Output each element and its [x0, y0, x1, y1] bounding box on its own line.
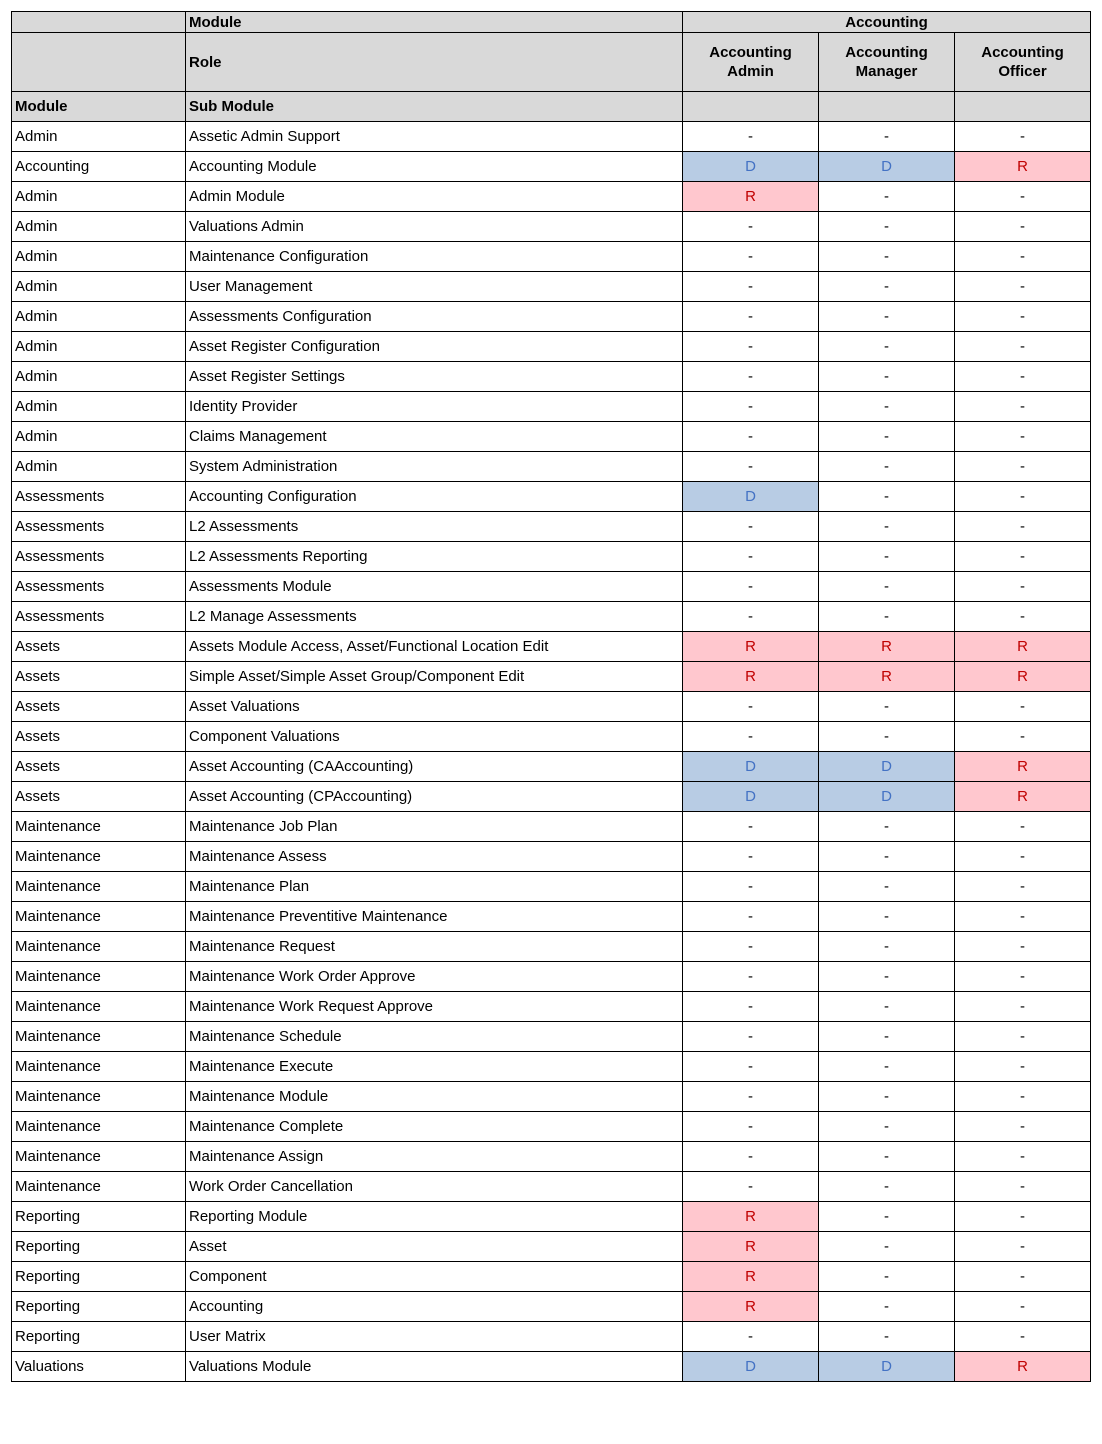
- sub-module-cell: Maintenance Schedule: [186, 1022, 683, 1052]
- role-line2: Manager: [855, 63, 918, 80]
- permission-cell-accounting-officer: -: [955, 722, 1091, 752]
- role-line1: Accounting: [709, 44, 792, 61]
- permission-cell-accounting-officer: -: [955, 1082, 1091, 1112]
- permission-cell-accounting-admin: -: [683, 902, 819, 932]
- table-row: [12, 1202, 1091, 1232]
- permission-cell-accounting-manager: R: [819, 662, 955, 692]
- permission-cell-accounting-admin: -: [683, 602, 819, 632]
- module-cell: Maintenance: [12, 812, 186, 842]
- module-cell: Reporting: [12, 1292, 186, 1322]
- module-cell: Admin: [12, 182, 186, 212]
- permission-cell-accounting-officer: -: [955, 1142, 1091, 1172]
- permission-cell-accounting-officer: -: [955, 332, 1091, 362]
- sub-module-cell: User Matrix: [186, 1322, 683, 1352]
- sub-module-cell: Valuations Module: [186, 1352, 683, 1382]
- permission-cell-accounting-admin: -: [683, 992, 819, 1022]
- table-row: [12, 452, 1091, 482]
- table-row: [12, 242, 1091, 272]
- permission-cell-accounting-admin: D: [683, 482, 819, 512]
- table-row: [12, 842, 1091, 872]
- header-blank-cell: [12, 12, 186, 33]
- permission-cell-accounting-officer: -: [955, 572, 1091, 602]
- sub-module-cell: Simple Asset/Simple Asset Group/Component Edit: [186, 662, 683, 692]
- module-cell: Admin: [12, 392, 186, 422]
- permission-cell-accounting-officer: -: [955, 212, 1091, 242]
- table-row: [12, 1172, 1091, 1202]
- permission-cell-accounting-manager: -: [819, 962, 955, 992]
- permission-cell-accounting-admin: -: [683, 212, 819, 242]
- permission-cell-accounting-admin: -: [683, 122, 819, 152]
- permission-cell-accounting-officer: -: [955, 122, 1091, 152]
- permission-cell-accounting-admin: -: [683, 842, 819, 872]
- sub-module-cell: Valuations Admin: [186, 212, 683, 242]
- module-cell: Admin: [12, 212, 186, 242]
- permission-cell-accounting-officer: -: [955, 1112, 1091, 1142]
- permission-cell-accounting-manager: -: [819, 1322, 955, 1352]
- module-cell: Assessments: [12, 572, 186, 602]
- permission-cell-accounting-manager: -: [819, 1292, 955, 1322]
- permission-cell-accounting-admin: -: [683, 722, 819, 752]
- sub-module-cell: L2 Assessments Reporting: [186, 542, 683, 572]
- permission-cell-accounting-manager: -: [819, 692, 955, 722]
- table-row: [12, 632, 1091, 662]
- module-cell: Maintenance: [12, 1052, 186, 1082]
- sub-module-cell: Component Valuations: [186, 722, 683, 752]
- permission-cell-accounting-officer: -: [955, 902, 1091, 932]
- sub-module-cell: Asset: [186, 1232, 683, 1262]
- permission-cell-accounting-officer: -: [955, 362, 1091, 392]
- permission-cell-accounting-officer: R: [955, 1352, 1091, 1382]
- role-line1: Accounting: [981, 44, 1064, 61]
- module-cell: Valuations: [12, 1352, 186, 1382]
- permission-cell-accounting-admin: -: [683, 812, 819, 842]
- module-cell: Reporting: [12, 1202, 186, 1232]
- sub-module-cell: Accounting Module: [186, 152, 683, 182]
- permission-cell-accounting-officer: -: [955, 482, 1091, 512]
- table-row: [12, 302, 1091, 332]
- permission-cell-accounting-officer: -: [955, 1202, 1091, 1232]
- permission-cell-accounting-admin: -: [683, 332, 819, 362]
- permission-cell-accounting-manager: -: [819, 902, 955, 932]
- permission-cell-accounting-manager: -: [819, 1112, 955, 1142]
- module-cell: Admin: [12, 422, 186, 452]
- module-cell: Maintenance: [12, 872, 186, 902]
- module-cell: Maintenance: [12, 1082, 186, 1112]
- sub-module-cell: Assetic Admin Support: [186, 122, 683, 152]
- sub-module-cell: Maintenance Module: [186, 1082, 683, 1112]
- permission-cell-accounting-manager: -: [819, 1082, 955, 1112]
- sub-module-cell: Maintenance Assess: [186, 842, 683, 872]
- table-row: [12, 722, 1091, 752]
- permission-cell-accounting-officer: -: [955, 512, 1091, 542]
- module-cell: Maintenance: [12, 992, 186, 1022]
- sub-module-cell: Maintenance Configuration: [186, 242, 683, 272]
- permission-cell-accounting-officer: -: [955, 542, 1091, 572]
- permission-cell-accounting-officer: -: [955, 1052, 1091, 1082]
- header-row-module: [12, 12, 1091, 33]
- permission-cell-accounting-manager: -: [819, 932, 955, 962]
- permission-cell-accounting-officer: -: [955, 1292, 1091, 1322]
- permission-cell-accounting-manager: -: [819, 1052, 955, 1082]
- sub-module-cell: Maintenance Work Request Approve: [186, 992, 683, 1022]
- permission-cell-accounting-admin: D: [683, 752, 819, 782]
- module-cell: Maintenance: [12, 1022, 186, 1052]
- permission-cell-accounting-manager: -: [819, 812, 955, 842]
- permission-cell-accounting-manager: -: [819, 422, 955, 452]
- sub-module-cell: Accounting Configuration: [186, 482, 683, 512]
- permission-cell-accounting-manager: -: [819, 122, 955, 152]
- module-cell: Maintenance: [12, 1172, 186, 1202]
- permission-cell-accounting-manager: -: [819, 542, 955, 572]
- permission-cell-accounting-manager: D: [819, 752, 955, 782]
- permission-cell-accounting-admin: D: [683, 782, 819, 812]
- permission-cell-accounting-admin: -: [683, 1172, 819, 1202]
- permission-cell-accounting-officer: R: [955, 632, 1091, 662]
- table-row: [12, 152, 1091, 182]
- header-role-label: Role: [186, 33, 683, 92]
- module-cell: Accounting: [12, 152, 186, 182]
- permission-cell-accounting-officer: -: [955, 1232, 1091, 1262]
- permission-cell-accounting-admin: -: [683, 392, 819, 422]
- module-cell: Assets: [12, 632, 186, 662]
- table-row: [12, 392, 1091, 422]
- column-header-blank: [683, 92, 819, 122]
- sub-module-cell: Assessments Configuration: [186, 302, 683, 332]
- permission-cell-accounting-officer: -: [955, 1172, 1091, 1202]
- permission-cell-accounting-admin: D: [683, 1352, 819, 1382]
- column-header-blank: [955, 92, 1091, 122]
- table-row: [12, 272, 1091, 302]
- sub-module-cell: Maintenance Preventitive Maintenance: [186, 902, 683, 932]
- table-row: [12, 962, 1091, 992]
- table-row: [12, 1322, 1091, 1352]
- module-cell: Admin: [12, 302, 186, 332]
- permission-cell-accounting-officer: -: [955, 1022, 1091, 1052]
- sub-module-cell: Maintenance Plan: [186, 872, 683, 902]
- permission-cell-accounting-officer: -: [955, 452, 1091, 482]
- permission-cell-accounting-admin: -: [683, 1112, 819, 1142]
- permission-matrix-table: [11, 11, 1091, 1382]
- permission-cell-accounting-admin: -: [683, 962, 819, 992]
- permission-cell-accounting-admin: -: [683, 572, 819, 602]
- permission-cell-accounting-manager: -: [819, 722, 955, 752]
- sub-module-cell: User Management: [186, 272, 683, 302]
- table-row: [12, 572, 1091, 602]
- sub-module-cell: Work Order Cancellation: [186, 1172, 683, 1202]
- table-row: [12, 332, 1091, 362]
- sub-module-cell: Asset Register Settings: [186, 362, 683, 392]
- permission-cell-accounting-officer: R: [955, 152, 1091, 182]
- sub-module-cell: Reporting Module: [186, 1202, 683, 1232]
- permission-cell-accounting-manager: -: [819, 872, 955, 902]
- sub-module-cell: Admin Module: [186, 182, 683, 212]
- module-cell: Maintenance: [12, 1142, 186, 1172]
- permission-cell-accounting-officer: -: [955, 302, 1091, 332]
- permission-cell-accounting-manager: -: [819, 212, 955, 242]
- permission-cell-accounting-officer: -: [955, 812, 1091, 842]
- permission-cell-accounting-officer: -: [955, 1322, 1091, 1352]
- table-row: [12, 932, 1091, 962]
- permission-cell-accounting-admin: R: [683, 1292, 819, 1322]
- table-row: [12, 512, 1091, 542]
- permission-cell-accounting-manager: -: [819, 362, 955, 392]
- module-cell: Assessments: [12, 602, 186, 632]
- module-cell: Assets: [12, 722, 186, 752]
- module-cell: Admin: [12, 452, 186, 482]
- header-role-accounting-officer: [955, 33, 1091, 92]
- permission-cell-accounting-admin: R: [683, 632, 819, 662]
- permission-cell-accounting-officer: -: [955, 692, 1091, 722]
- permission-cell-accounting-manager: -: [819, 992, 955, 1022]
- permission-cell-accounting-manager: -: [819, 572, 955, 602]
- sub-module-cell: L2 Manage Assessments: [186, 602, 683, 632]
- permission-cell-accounting-admin: -: [683, 302, 819, 332]
- sub-module-cell: System Administration: [186, 452, 683, 482]
- permission-cell-accounting-admin: R: [683, 182, 819, 212]
- table-row: [12, 602, 1091, 632]
- sub-module-cell: Maintenance Assign: [186, 1142, 683, 1172]
- permission-cell-accounting-officer: -: [955, 182, 1091, 212]
- permission-cell-accounting-admin: -: [683, 542, 819, 572]
- permission-cell-accounting-manager: -: [819, 182, 955, 212]
- permission-cell-accounting-officer: R: [955, 752, 1091, 782]
- table-row: [12, 1292, 1091, 1322]
- permission-cell-accounting-officer: -: [955, 242, 1091, 272]
- permission-cell-accounting-manager: D: [819, 782, 955, 812]
- permission-cell-accounting-manager: -: [819, 842, 955, 872]
- sub-module-cell: Maintenance Work Order Approve: [186, 962, 683, 992]
- permission-cell-accounting-officer: -: [955, 422, 1091, 452]
- permission-cell-accounting-officer: -: [955, 932, 1091, 962]
- permission-cell-accounting-admin: -: [683, 452, 819, 482]
- sub-module-cell: Accounting: [186, 1292, 683, 1322]
- sub-module-cell: Asset Accounting (CPAccounting): [186, 782, 683, 812]
- permission-cell-accounting-admin: -: [683, 1142, 819, 1172]
- header-role-accounting-manager: [819, 33, 955, 92]
- permission-cell-accounting-admin: -: [683, 1052, 819, 1082]
- sub-module-cell: Asset Accounting (CAAccounting): [186, 752, 683, 782]
- module-cell: Maintenance: [12, 932, 186, 962]
- permission-cell-accounting-officer: R: [955, 782, 1091, 812]
- permission-cell-accounting-manager: -: [819, 512, 955, 542]
- module-cell: Maintenance: [12, 842, 186, 872]
- permission-cell-accounting-officer: -: [955, 992, 1091, 1022]
- module-cell: Maintenance: [12, 902, 186, 932]
- permission-cell-accounting-admin: -: [683, 932, 819, 962]
- table-row: [12, 1112, 1091, 1142]
- table-row: [12, 422, 1091, 452]
- permission-cell-accounting-manager: R: [819, 632, 955, 662]
- table-row: [12, 1352, 1091, 1382]
- header-row-columns: [12, 92, 1091, 122]
- table-row: [12, 182, 1091, 212]
- table-row: [12, 1052, 1091, 1082]
- role-line2: Admin: [727, 63, 774, 80]
- module-cell: Admin: [12, 272, 186, 302]
- sub-module-cell: Identity Provider: [186, 392, 683, 422]
- permission-cell-accounting-officer: -: [955, 872, 1091, 902]
- permission-cell-accounting-officer: -: [955, 392, 1091, 422]
- table-row: [12, 1262, 1091, 1292]
- module-cell: Assets: [12, 752, 186, 782]
- permission-cell-accounting-manager: -: [819, 1262, 955, 1292]
- permission-cell-accounting-admin: R: [683, 662, 819, 692]
- module-cell: Assets: [12, 692, 186, 722]
- permission-cell-accounting-manager: D: [819, 152, 955, 182]
- permission-cell-accounting-admin: -: [683, 1082, 819, 1112]
- permission-cell-accounting-admin: -: [683, 1022, 819, 1052]
- table-row: [12, 122, 1091, 152]
- table-row: [12, 1232, 1091, 1262]
- permission-cell-accounting-manager: -: [819, 1202, 955, 1232]
- column-header-sub-module: Sub Module: [186, 92, 683, 122]
- permission-cell-accounting-admin: -: [683, 242, 819, 272]
- permission-cell-accounting-admin: -: [683, 422, 819, 452]
- permission-cell-accounting-officer: R: [955, 662, 1091, 692]
- module-cell: Assessments: [12, 542, 186, 572]
- column-header-blank: [819, 92, 955, 122]
- table-row: [12, 1022, 1091, 1052]
- permission-cell-accounting-manager: -: [819, 272, 955, 302]
- role-line1: Accounting: [845, 44, 928, 61]
- module-cell: Assets: [12, 662, 186, 692]
- permission-cell-accounting-manager: -: [819, 1172, 955, 1202]
- permission-cell-accounting-manager: -: [819, 1142, 955, 1172]
- permission-cell-accounting-manager: -: [819, 1232, 955, 1262]
- table-row: [12, 1082, 1091, 1112]
- permission-cell-accounting-manager: -: [819, 302, 955, 332]
- module-cell: Reporting: [12, 1262, 186, 1292]
- sub-module-cell: Assessments Module: [186, 572, 683, 602]
- table-row: [12, 782, 1091, 812]
- header-role-accounting-admin: [683, 33, 819, 92]
- permission-cell-accounting-admin: -: [683, 512, 819, 542]
- table-row: [12, 542, 1091, 572]
- permission-cell-accounting-admin: R: [683, 1202, 819, 1232]
- permission-cell-accounting-manager: -: [819, 482, 955, 512]
- permission-cell-accounting-admin: -: [683, 1322, 819, 1352]
- permission-cell-accounting-admin: D: [683, 152, 819, 182]
- sub-module-cell: Assets Module Access, Asset/Functional Location Edit: [186, 632, 683, 662]
- table-row: [12, 692, 1091, 722]
- permission-cell-accounting-manager: -: [819, 602, 955, 632]
- permission-cell-accounting-officer: -: [955, 602, 1091, 632]
- sub-module-cell: Maintenance Job Plan: [186, 812, 683, 842]
- module-cell: Assessments: [12, 512, 186, 542]
- table-row: [12, 662, 1091, 692]
- table-row: [12, 752, 1091, 782]
- module-cell: Assessments: [12, 482, 186, 512]
- permission-cell-accounting-admin: -: [683, 272, 819, 302]
- table-row: [12, 212, 1091, 242]
- permission-cell-accounting-officer: -: [955, 962, 1091, 992]
- sub-module-cell: Maintenance Request: [186, 932, 683, 962]
- module-cell: Admin: [12, 332, 186, 362]
- permission-cell-accounting-manager: D: [819, 1352, 955, 1382]
- module-cell: Reporting: [12, 1322, 186, 1352]
- table-row: [12, 1142, 1091, 1172]
- table-row: [12, 362, 1091, 392]
- sub-module-cell: Component: [186, 1262, 683, 1292]
- permission-cell-accounting-officer: -: [955, 842, 1091, 872]
- sub-module-cell: Claims Management: [186, 422, 683, 452]
- permission-cell-accounting-manager: -: [819, 1022, 955, 1052]
- permission-cell-accounting-officer: -: [955, 272, 1091, 302]
- sub-module-cell: Asset Register Configuration: [186, 332, 683, 362]
- table-row: [12, 482, 1091, 512]
- permission-cell-accounting-manager: -: [819, 452, 955, 482]
- permission-cell-accounting-manager: -: [819, 242, 955, 272]
- sub-module-cell: Maintenance Execute: [186, 1052, 683, 1082]
- column-header-module: Module: [12, 92, 186, 122]
- permission-cell-accounting-admin: -: [683, 692, 819, 722]
- header-blank-cell: [12, 33, 186, 92]
- module-cell: Admin: [12, 122, 186, 152]
- sub-module-cell: Asset Valuations: [186, 692, 683, 722]
- table-row: [12, 812, 1091, 842]
- role-line2: Officer: [998, 63, 1047, 80]
- module-cell: Admin: [12, 242, 186, 272]
- header-row-role: [12, 33, 1091, 92]
- module-cell: Maintenance: [12, 1112, 186, 1142]
- module-cell: Reporting: [12, 1232, 186, 1262]
- sub-module-cell: L2 Assessments: [186, 512, 683, 542]
- permission-cell-accounting-admin: R: [683, 1262, 819, 1292]
- table-row: [12, 872, 1091, 902]
- module-cell: Maintenance: [12, 962, 186, 992]
- table-row: [12, 992, 1091, 1022]
- permission-cell-accounting-admin: -: [683, 362, 819, 392]
- permission-cell-accounting-manager: -: [819, 332, 955, 362]
- sub-module-cell: Maintenance Complete: [186, 1112, 683, 1142]
- module-cell: Assets: [12, 782, 186, 812]
- header-group-accounting: Accounting: [683, 12, 1091, 33]
- module-cell: Admin: [12, 362, 186, 392]
- permission-cell-accounting-admin: R: [683, 1232, 819, 1262]
- permission-cell-accounting-manager: -: [819, 392, 955, 422]
- permission-cell-accounting-admin: -: [683, 872, 819, 902]
- permission-cell-accounting-officer: -: [955, 1262, 1091, 1292]
- table-row: [12, 902, 1091, 932]
- header-module-label: Module: [186, 12, 683, 33]
